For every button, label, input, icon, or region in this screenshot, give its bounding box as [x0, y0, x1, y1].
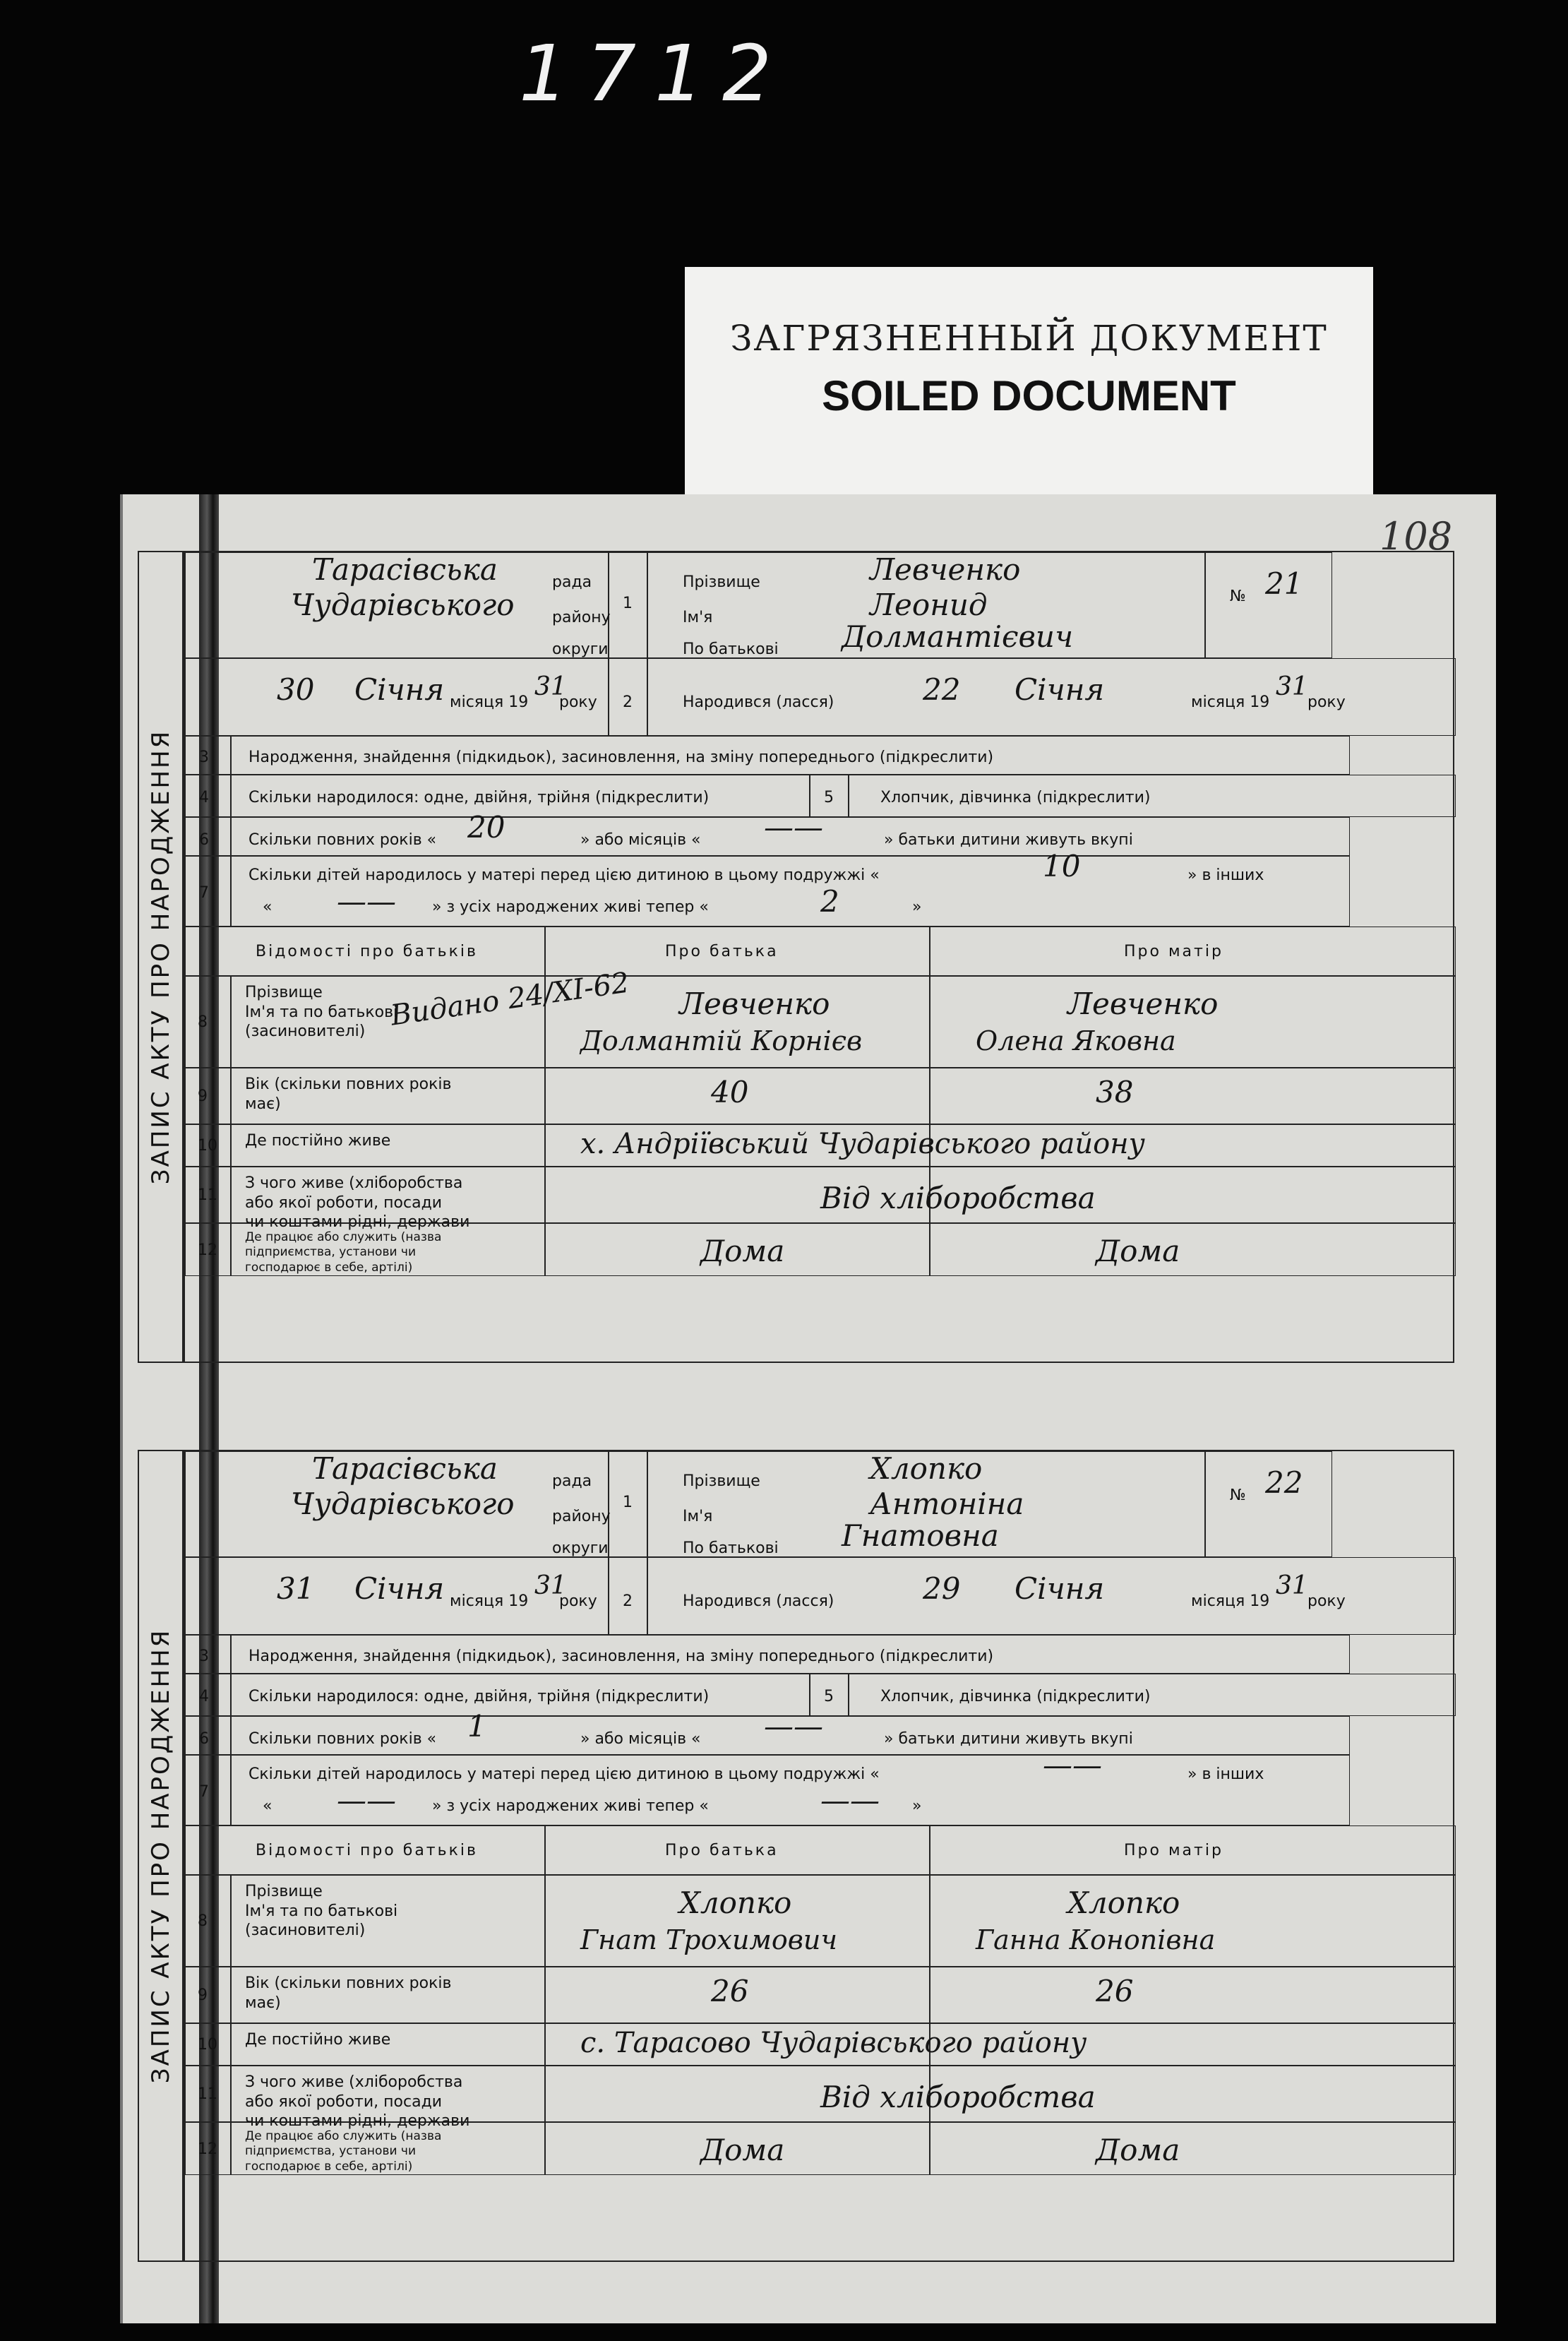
born-year-label: року: [1307, 693, 1346, 711]
row-num-7: 7: [199, 1783, 209, 1801]
row7-label-d: » з усіх народжених живі тепер «: [432, 898, 709, 916]
row-num-3: 3: [199, 1648, 209, 1665]
side-title-bar: [138, 551, 184, 1363]
row-num-2: 2: [623, 693, 633, 711]
born-day: 29: [923, 1571, 961, 1606]
name-label: Ім'я: [683, 609, 713, 626]
r9-label: Вік (скільки повних років має): [245, 1076, 452, 1113]
born-year-label: року: [1307, 1592, 1346, 1610]
record-month: Січня: [354, 1571, 445, 1606]
row-num-cell: [185, 1068, 231, 1124]
row-num-11: 11: [198, 2085, 217, 2103]
father-surname: Хлопко: [679, 1886, 792, 1920]
row-num-5: 5: [824, 1688, 834, 1705]
father-work: Дома: [700, 1234, 785, 1268]
row-num-1: 1: [623, 595, 633, 612]
parents-header: Відомості про батьків: [256, 943, 478, 960]
record-day: 30: [277, 672, 315, 707]
row-num-2: 2: [623, 1592, 633, 1610]
side-title-bar: [138, 1450, 184, 2262]
surname-value: Хлопко: [870, 1451, 983, 1486]
row7-label-b: » в інших: [1187, 1765, 1264, 1783]
mother-header: Про матір: [1124, 1842, 1223, 1859]
residence: х. Андріївський Чударівського району: [580, 1128, 1145, 1160]
record-number: 21: [1265, 566, 1303, 601]
mother-age: 26: [1096, 1974, 1134, 2008]
row-num-cell: [185, 1967, 231, 2023]
row7-label-b: » в інших: [1187, 866, 1264, 884]
row-num-6: 6: [199, 1730, 209, 1748]
born-month: Січня: [1015, 1571, 1105, 1606]
row7-label-c: «: [263, 898, 273, 916]
r12-label: Де працює або служить (назва підприємства, установи чи господарює в себе, артілі): [245, 2129, 442, 2174]
parents-header: Відомості про батьків: [256, 1842, 478, 1859]
father-header: Про батька: [665, 943, 779, 960]
name-value: Антоніна: [870, 1487, 1024, 1521]
birth-record-1: [138, 551, 1454, 1363]
row7-label-a: Скільки дітей народилось у матері перед цією дитиною в цьому подружжі «: [249, 866, 880, 884]
row4-label: Скільки народилося: одне, двійня, трійня (підкреслити): [249, 1688, 710, 1705]
row7-label-c: «: [263, 1797, 273, 1815]
row7-label-d: » з усіх народжених живі тепер «: [432, 1797, 709, 1815]
row-num-8: 8: [198, 1013, 208, 1031]
number-label: №: [1230, 588, 1246, 605]
margin-note: Видано 24/XI-62: [388, 966, 632, 1032]
rada-label: рада: [552, 1472, 592, 1490]
record-year: 31: [534, 1571, 567, 1600]
father-work: Дома: [700, 2133, 785, 2167]
record-year-label: року: [559, 1592, 597, 1610]
children-before: 10: [1043, 849, 1081, 883]
mother-work: Дома: [1096, 1234, 1180, 1268]
father-name: Долмантій Корнієв: [580, 1025, 863, 1056]
r8-label: Прізвище Ім'я та по батькові (засиновителі): [245, 1883, 398, 1939]
livelihood: Від хліборобства: [820, 2080, 1096, 2114]
r10-label: Де постійно живе: [245, 2031, 391, 2049]
raion-label: району: [552, 1508, 611, 1525]
record-month: Січня: [354, 672, 445, 707]
raion-value: Чударівського: [291, 588, 515, 622]
row-num-11: 11: [198, 1186, 217, 1204]
r8-label: Прізвище Ім'я та по батькові (засиновителі): [245, 984, 398, 1040]
r10-label: Де постійно живе: [245, 1132, 391, 1150]
row-num-12: 12: [198, 2140, 217, 2158]
patronymic-value: Гнатовна: [842, 1518, 999, 1553]
r12-mother-cell: [930, 1223, 1456, 1276]
mother-name: Ганна Конопівна: [976, 1924, 1216, 1955]
children-alive: ——: [820, 1783, 880, 1818]
row3-label: Народження, знайдення (підкидьок), засиновлення, на зміну попереднього (підкреслити): [249, 1648, 994, 1665]
record-year-label: року: [559, 693, 597, 711]
row-num-10: 10: [198, 1137, 217, 1155]
mother-surname: Хлопко: [1067, 1886, 1180, 1920]
r11-label: З чого живе (хліборобства або якої роботи, посади чи коштами рідні, держави: [245, 2073, 470, 2130]
born-day: 22: [923, 672, 961, 707]
row7-label-e: »: [912, 1797, 922, 1815]
born-label: Народився (ласся): [683, 1592, 834, 1610]
film-frame-number: 1712: [519, 28, 790, 119]
stamp-ru-text: ЗАГРЯЗНЕННЫЙ ДОКУМЕНТ: [730, 318, 1328, 359]
row7-label-a: Скільки дітей народилось у матері перед цією дитиною в цьому подружжі «: [249, 1765, 880, 1783]
name-value: Леонид: [870, 588, 988, 622]
row-num-6: 6: [199, 831, 209, 849]
form-grid: [184, 551, 1454, 1363]
years-together: 1: [467, 1709, 486, 1744]
years-together: 20: [467, 810, 505, 845]
name-label: Ім'я: [683, 1508, 713, 1525]
row-num-1: 1: [623, 1494, 633, 1511]
father-surname: Левченко: [679, 987, 830, 1021]
number-label: №: [1230, 1487, 1246, 1504]
surname-label: Прізвище: [683, 1472, 760, 1490]
surname-value: Левченко: [870, 552, 1021, 587]
born-year: 31: [1276, 672, 1308, 701]
birth-record-2: [138, 1450, 1454, 2262]
born-year: 31: [1276, 1571, 1308, 1600]
row4-label: Скільки народилося: одне, двійня, трійня (підкреслити): [249, 789, 710, 806]
r9-label: Вік (скільки повних років має): [245, 1974, 452, 2012]
row7-label-e: »: [912, 898, 922, 916]
r11-label: З чого живе (хліборобства або якої роботи, посади чи коштами рідні, держави: [245, 1174, 470, 1231]
raion-label: району: [552, 609, 611, 626]
row-num-5: 5: [824, 789, 834, 806]
mother-surname: Левченко: [1067, 987, 1219, 1021]
record-day: 31: [277, 1571, 315, 1606]
soiled-document-stamp: [685, 267, 1373, 494]
r12-label: Де працює або служить (назва підприємства, установи чи господарює в себе, артілі): [245, 1230, 442, 1275]
rada-label: рада: [552, 573, 592, 591]
side-title: ЗАПИС АКТУ ПРО НАРОДЖЕННЯ: [146, 1628, 175, 2084]
father-age: 26: [711, 1974, 749, 2008]
rada-value: Тарасівська: [312, 552, 498, 587]
sheet-number: 108: [1380, 514, 1453, 559]
row-num-4: 4: [199, 1688, 209, 1705]
r9-mother-cell: [930, 1068, 1456, 1124]
row6-label-b: » або місяців «: [580, 1730, 701, 1748]
row5-label: Хлопчик, дівчинка (підкреслити): [880, 789, 1151, 806]
row3-label: Народження, знайдення (підкидьок), засиновлення, на зміну попереднього (підкреслити): [249, 749, 994, 766]
r9-mother-cell: [930, 1967, 1456, 2023]
row-num-cell: [185, 1875, 231, 1967]
surname-label: Прізвище: [683, 573, 760, 591]
row-num-3: 3: [199, 749, 209, 766]
children-alive: 2: [820, 884, 839, 919]
livelihood: Від хліборобства: [820, 1181, 1096, 1215]
born-month-label: місяця 19: [1191, 1592, 1270, 1610]
born-month: Січня: [1015, 672, 1105, 707]
okrugy-label: округи: [552, 1539, 609, 1557]
row6-label-a: Скільки повних років «: [249, 831, 437, 849]
patronymic-label: По батькові: [683, 641, 779, 658]
rada-value: Тарасівська: [312, 1451, 498, 1486]
children-other: ——: [337, 884, 396, 919]
patronymic-label: По батькові: [683, 1539, 779, 1557]
mother-work: Дома: [1096, 2133, 1180, 2167]
row-num-4: 4: [199, 789, 209, 806]
r12-mother-cell: [930, 2122, 1456, 2175]
row6-label-c: » батьки дитини живуть вкупі: [884, 831, 1133, 849]
okrugy-label: округи: [552, 641, 609, 658]
row-num-7: 7: [199, 884, 209, 902]
father-header: Про батька: [665, 1842, 779, 1859]
father-name: Гнат Трохимович: [580, 1924, 838, 1955]
row-num-8: 8: [198, 1912, 208, 1930]
row-num-9: 9: [198, 1088, 208, 1105]
residence: с. Тарасово Чударівського району: [580, 2027, 1087, 2059]
mother-name: Олена Яковна: [976, 1025, 1176, 1056]
mother-header: Про матір: [1124, 943, 1223, 960]
children-before: ——: [1043, 1748, 1102, 1782]
months-together: ——: [764, 1709, 823, 1744]
born-month-label: місяця 19: [1191, 693, 1270, 711]
months-together: ——: [764, 810, 823, 845]
record-month-label: місяця 19: [450, 693, 529, 711]
form-grid: [184, 1450, 1454, 2262]
row-num-cell: [185, 976, 231, 1068]
row6-label-c: » батьки дитини живуть вкупі: [884, 1730, 1133, 1748]
mother-age: 38: [1096, 1075, 1134, 1109]
raion-value: Чударівського: [291, 1487, 515, 1521]
row5-label: Хлопчик, дівчинка (підкреслити): [880, 1688, 1151, 1705]
record-month-label: місяця 19: [450, 1592, 529, 1610]
born-label: Народився (ласся): [683, 693, 834, 711]
father-age: 40: [711, 1075, 749, 1109]
record-year: 31: [534, 672, 567, 701]
side-title: ЗАПИС АКТУ ПРО НАРОДЖЕННЯ: [146, 729, 175, 1185]
row6-label-b: » або місяців «: [580, 831, 701, 849]
row6-label-a: Скільки повних років «: [249, 1730, 437, 1748]
children-other: ——: [337, 1783, 396, 1818]
row-num-12: 12: [198, 1241, 217, 1259]
row-num-9: 9: [198, 1986, 208, 2004]
patronymic-value: Долмантієвич: [842, 619, 1074, 654]
stamp-en-text: SOILED DOCUMENT: [822, 372, 1236, 419]
row-num-10: 10: [198, 2036, 217, 2054]
record-number: 22: [1265, 1465, 1303, 1500]
